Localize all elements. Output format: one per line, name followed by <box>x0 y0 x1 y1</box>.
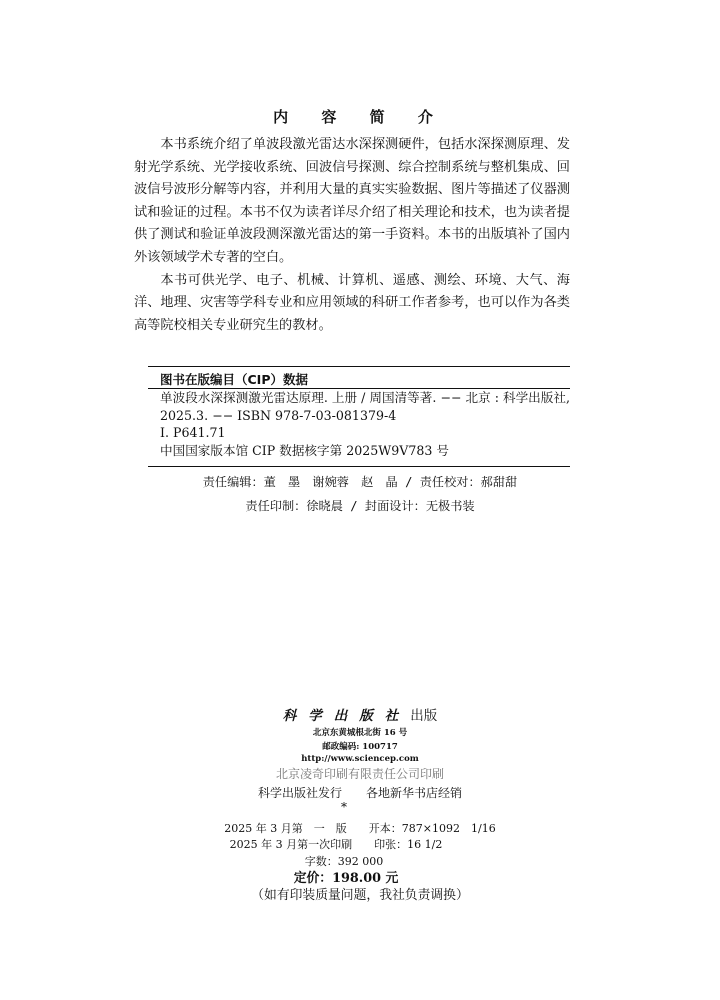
publisher-line <box>0 704 720 724</box>
cip-bottom-rule <box>148 466 570 467</box>
publisher-address: 北京东黄城根北街 16 号 <box>312 728 408 738</box>
printer-line: 北京凌奇印刷有限责任公司印刷 <box>275 767 444 781</box>
summary-body <box>134 134 570 337</box>
summary-paragraph: 本书系统介绍了单波段激光雷达水深探测硬件，包括水深探测原理、发射光学系统、光学接收系统、回波信号探测、综合控制系统与整机集成、回波信号波形分解等内容，并利用大量的真实实验数据、图片等描述了仪器测试和验证的过程。本书不仅为读者详尽介绍了相关理论和技术，也为读者提供了测试和验证单波段测深激光雷达的第一手资料。本书的出版填补了国内外该领域学术专著的空白。 <box>134 137 570 265</box>
cip-record <box>160 389 570 459</box>
publisher-suffix: 出版 <box>410 708 438 724</box>
quality-note: （如有印装质量问题，我社负责调换） <box>251 888 469 903</box>
publisher-logo: 科学出版社 <box>282 708 411 724</box>
edition-row: 2025 年 3 月第 一 版 开本：787×1092 1/16 <box>224 822 496 835</box>
cip-title: 图书在版编目（CIP）数据 <box>160 372 308 387</box>
production-line: 责任印制：徐晓晨 / 封面设计：无极书装 <box>245 499 475 513</box>
summary-paragraph: 本书可供光学、电子、机械、计算机、遥感、测绘、环境、大气、海洋、地理、灾害等学科专业和应用领域的科研工作者参考，也可以作为各类高等院校相关专业研究生的教材。 <box>134 272 570 333</box>
distribution-line: 科学出版社发行 各地新华书店经销 <box>257 786 462 800</box>
price: 定价：198.00 元 <box>293 871 399 886</box>
publisher-website: http://www.sciencep.com <box>301 754 419 764</box>
summary-heading: 内 容 简 介 <box>273 108 447 126</box>
cip-classification: Ⅰ. P641.71 <box>160 425 226 440</box>
publisher-postcode: 邮政编码: 100717 <box>322 742 398 752</box>
separator-star: * <box>341 800 347 814</box>
cip-bibliographic-record: 单波段水深探测激光雷达原理. 上册 / 周国清等著. −− 北京 : 科学出版社, 2025.3. −− ISBN 978-7-03-081379-4 <box>160 390 570 423</box>
cip-top-rule <box>148 366 570 367</box>
cip-number: 中国国家版本馆 CIP 数据核字第 2025W9V783 号 <box>160 442 449 458</box>
word-count: 字数：392 000 <box>304 855 384 868</box>
editors-line: 责任编辑：董 墨 谢婉蓉 赵 晶 / 责任校对：郝甜甜 <box>202 475 518 489</box>
edition-row: 2025 年 3 月第一次印刷 印张：16 1/2 <box>229 838 443 851</box>
